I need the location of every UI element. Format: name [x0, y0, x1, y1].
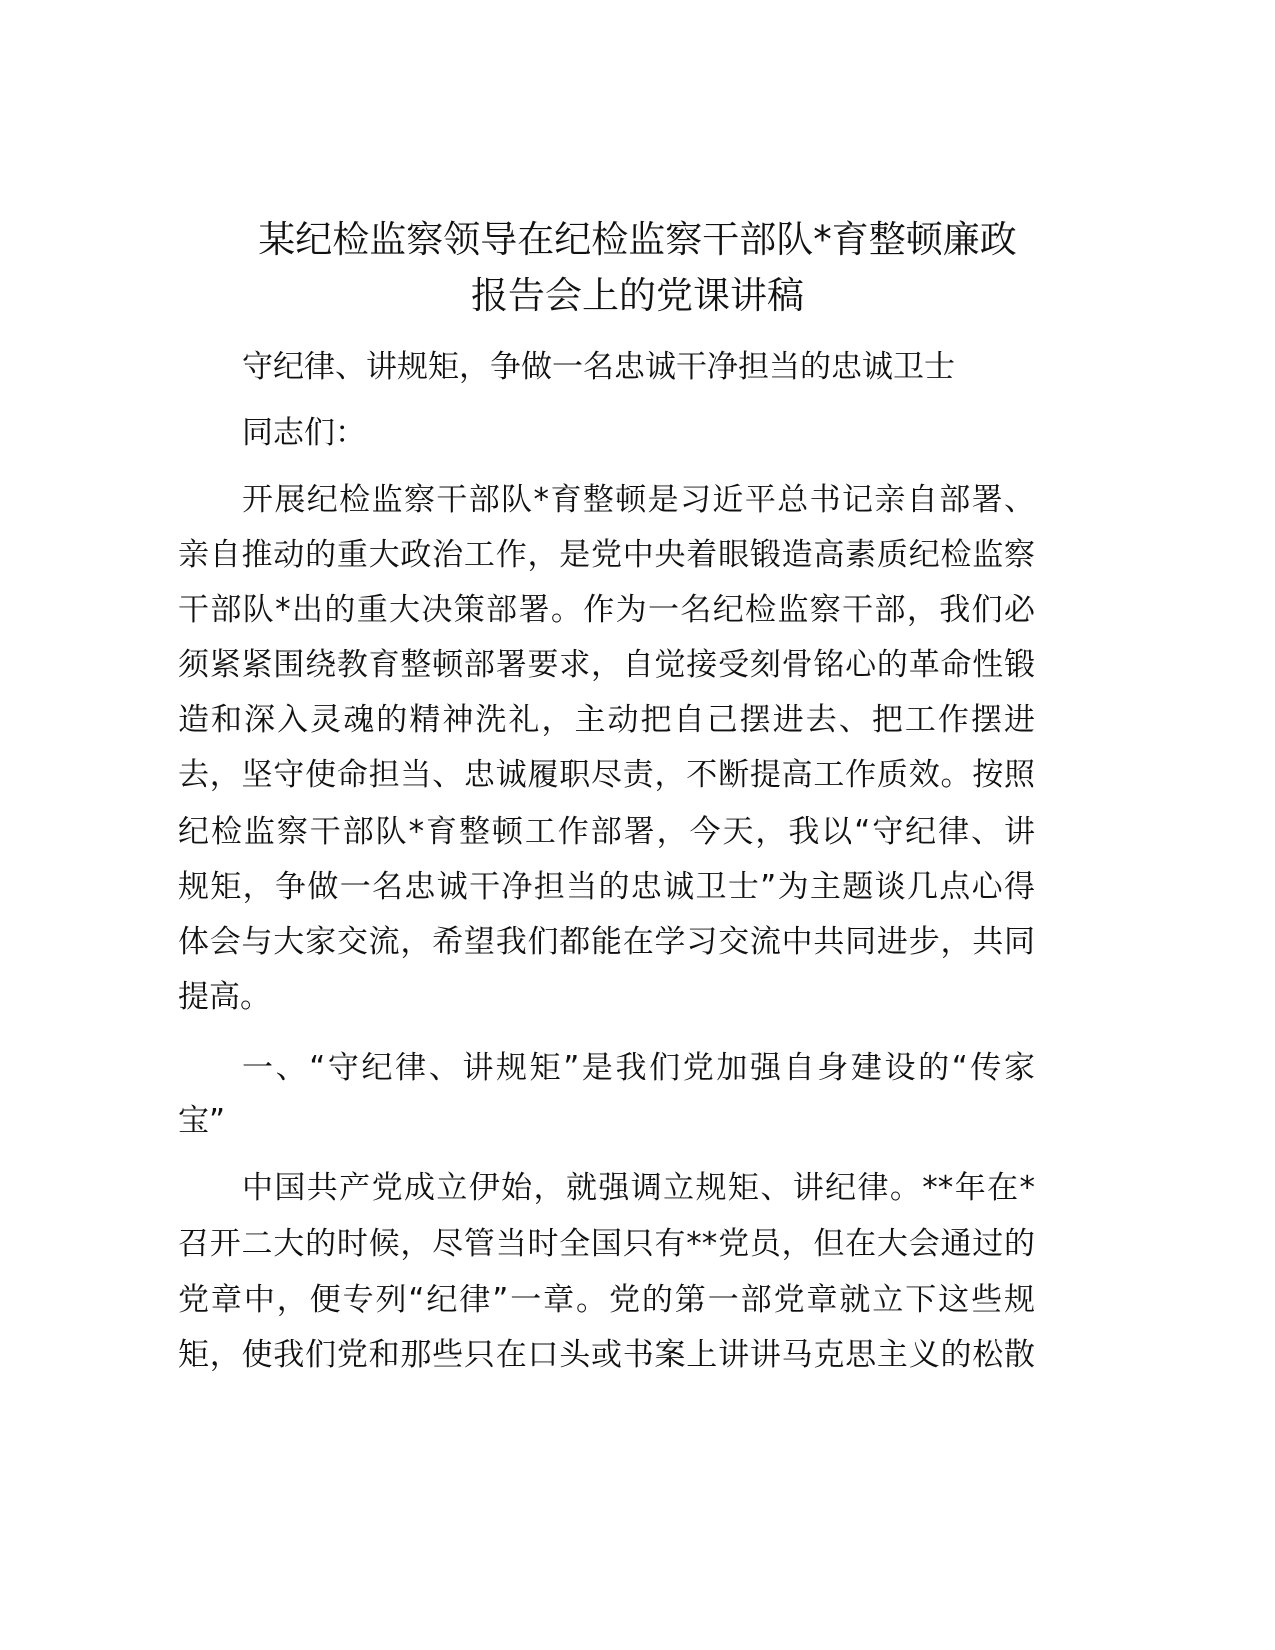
- text-line: 造和深入灵魂的精神洗礼，主动把自己摆进去、把工作摆进: [178, 702, 1035, 738]
- text-line: 一、“守纪律、讲规矩”是我们党加强自身建设的“传家: [242, 1050, 1035, 1086]
- title-line: 报告会上的党课讲稿: [471, 274, 804, 317]
- text-line: 须紧紧围绕教育整顿部署要求，自觉接受刻骨铭心的革命性锻: [178, 647, 1035, 683]
- text-line: 干部队*出的重大决策部署。作为一名纪检监察干部，我们必: [178, 592, 1035, 628]
- text-line: 规矩，争做一名忠诚干净担当的忠诚卫士”为主题谈几点心得: [178, 869, 1035, 905]
- text-line: 开展纪检监察干部队*育整顿是习近平总书记亲自部署、: [242, 482, 1035, 518]
- text-line: 体会与大家交流，希望我们都能在学习交流中共同进步，共同: [178, 924, 1035, 960]
- text-line: 中国共产党成立伊始，就强调立规矩、讲纪律。**年在*: [242, 1170, 1035, 1206]
- text-line: 宝”: [178, 1103, 226, 1139]
- text-line: 党章中，便专列“纪律”一章。党的第一部党章就立下这些规: [178, 1282, 1035, 1318]
- text-line: 去，坚守使命担当、忠诚履职尽责，不断提高工作质效。按照: [178, 757, 1035, 793]
- text-line: 亲自推动的重大政治工作，是党中央着眼锻造高素质纪检监察: [178, 537, 1035, 573]
- subtitle: 守纪律、讲规矩，争做一名忠诚干净担当的忠诚卫士: [242, 349, 955, 385]
- text-line: 矩，使我们党和那些只在口头或书案上讲讲马克思主义的松散: [178, 1337, 1035, 1373]
- document-title: [150, 212, 1125, 324]
- text-line: 纪检监察干部队*育整顿工作部署，今天，我以“守纪律、讲: [178, 814, 1035, 850]
- title-line: 某纪检监察领导在纪检监察干部队*育整顿廉政: [258, 218, 1017, 261]
- text-line: 召开二大的时候，尽管当时全国只有**党员，但在大会通过的: [178, 1226, 1035, 1262]
- salutation: 同志们：: [242, 415, 366, 451]
- text-line: 提高。: [178, 979, 271, 1015]
